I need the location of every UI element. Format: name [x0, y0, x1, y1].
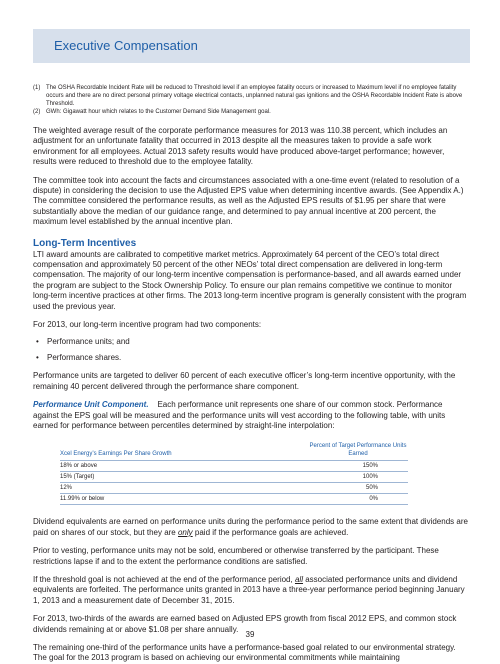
- paragraph-committee: The committee took into account the facts and circumstances associated with a one-time event (related to resolution of a dispute) in considering the decision to use the Adjusted EPS value when determining incentive awards. (See Appendix A.) The committee considered the performance results, as well as the Adjusted EPS results of $1.95 per share that were substantially above the median of our guidance range, and determined to pay annual incentive at 200 percent, the maximum level established by the annual incentive plan.: [33, 175, 464, 227]
- paragraph-lti-calibration: LTI award amounts are calibrated to competitive market metrics. Approximately 64 percent of the CEO’s total direct compensation and approximately 50 percent of the other NEOs’ total direct compensation are delivered in long-term compensation. The majority of our long-term incentive compensation is performance-based, and all awards earned under the program are subject to the Stock Ownership Policy. To ensure our plan remains competitive we continue to monitor long-term incentive practices at other firms. The 2013 long-term incentive program is generally consistent with the program used the previous year.: [33, 249, 467, 311]
- paragraph-text: paid if the performance goals are achieved.: [194, 527, 349, 537]
- column-header-eps-growth: Xcel Energy’s Earnings Per Share Growth: [60, 450, 172, 457]
- paragraph-remaining-one-third: The remaining one-third of the performance units have a performance-based goal related to our environmental strategy. The goal for the 2013 program is based on achieving our environmental commitments while maintaining: [33, 643, 456, 663]
- table-row: [60, 461, 408, 472]
- emphasis-only: only: [177, 527, 193, 537]
- paragraph-dividend-equivalents: [33, 517, 470, 538]
- table-row: [60, 472, 408, 483]
- paragraph-threshold-goal: [33, 575, 470, 606]
- list-item: • Performance shares.: [33, 353, 470, 363]
- paragraph-performance-units-target: Performance units are targeted to deliver 60 percent of each executive officer’s long-term incentive opportunity, with the remaining 40 percent delivered through the performance share component.: [33, 371, 456, 391]
- paragraph-weighted-average: The weighted average result of the corporate performance measures for 2013 was 110.38 percent, which includes an adjustment for an unfortunate fatality that occurred in 2013 despite all the measures taken to provide a safe work environment for all employees. Actual 2013 safety results would have produced above-target performance; however, results were reduced to threshold due to the employee fatality.: [33, 126, 448, 167]
- footnote-number: (1): [33, 85, 41, 91]
- table-row: [60, 483, 408, 494]
- page-content: [33, 84, 470, 664]
- footnote-2: [33, 108, 470, 116]
- table-header-row: [60, 443, 408, 461]
- eps-growth-table: [60, 443, 408, 505]
- footnote-1: [33, 84, 470, 108]
- emphasis-all: all: [294, 574, 303, 584]
- section-header: [33, 29, 470, 63]
- table-cell: 150%: [308, 461, 408, 472]
- table-cell: 12%: [60, 483, 308, 494]
- table-cell: 18% or above: [60, 461, 308, 472]
- footnote-text: The OSHA Recordable Incident Rate will be reduced to Threshold level if an employee fatality occurs or increased to Maximum level if no employee fatality occurs and there are no direct personal primary voltage electrical contacts, unplanned natural gas ignitions and the OSHA Recordable Incident Rate is above Threshold.: [46, 85, 463, 107]
- paragraph-text: If the threshold goal is not achieved at the end of the performance period,: [33, 574, 293, 584]
- table-cell: 11.99% or below: [60, 494, 308, 505]
- list-item: • Performance units; and: [33, 337, 470, 347]
- section-title: Executive Compensation: [54, 38, 198, 53]
- paragraph-prior-to-vesting: Prior to vesting, performance units may not be sold, encumbered or otherwise transferred by the participant. These restrictions lapse if and to the extent the performance conditions are satisfied.: [33, 546, 439, 566]
- footnote-text: GWh: Gigawatt hour which relates to the Customer Demand Side Management goal.: [46, 109, 271, 115]
- footnotes: [33, 84, 470, 116]
- table-cell: 50%: [308, 483, 408, 494]
- paragraph-text: Dividend equivalents are earned on performance units during the performance period to the same extent that dividends are paid on shares of our stock, but they are: [33, 517, 468, 537]
- runin-heading: Performance Unit Component.: [33, 400, 149, 410]
- column-header-percent-earned: Percent of Target Performance Units Earned: [309, 443, 407, 457]
- paragraph-lti-components: For 2013, our long-term incentive program had two components:: [33, 320, 262, 330]
- table-row: [60, 494, 408, 505]
- paragraph-text: Each performance unit represents one share of our common stock. Performance against the EPS goal will be measured and the performance units will vest according to the following table, with units earned for performance between percentiles determined by straight-line interpolation:: [33, 400, 446, 430]
- paragraph-performance-unit-component: [33, 400, 470, 431]
- page-number: 39: [245, 630, 255, 639]
- table-cell: 100%: [308, 472, 408, 483]
- table-cell: 0%: [308, 494, 408, 505]
- heading-long-term-incentives: Long-Term Incentives: [33, 237, 137, 249]
- table-cell: 15% (Target): [60, 472, 308, 483]
- paragraph-text: associated performance units and dividend equivalents are forfeited. The performance units granted in 2013 have a three-year performance period beginning January 1, 2013 and a measurement date of December 31, 2015.: [33, 574, 465, 605]
- paragraph-two-thirds: For 2013, two-thirds of the awards are earned based on Adjusted EPS growth from fiscal 2012 EPS, and common stock dividends remaining at or above $1.08 per share annually.: [33, 614, 457, 634]
- footnote-number: (2): [33, 109, 41, 115]
- bullet-list: [33, 337, 470, 364]
